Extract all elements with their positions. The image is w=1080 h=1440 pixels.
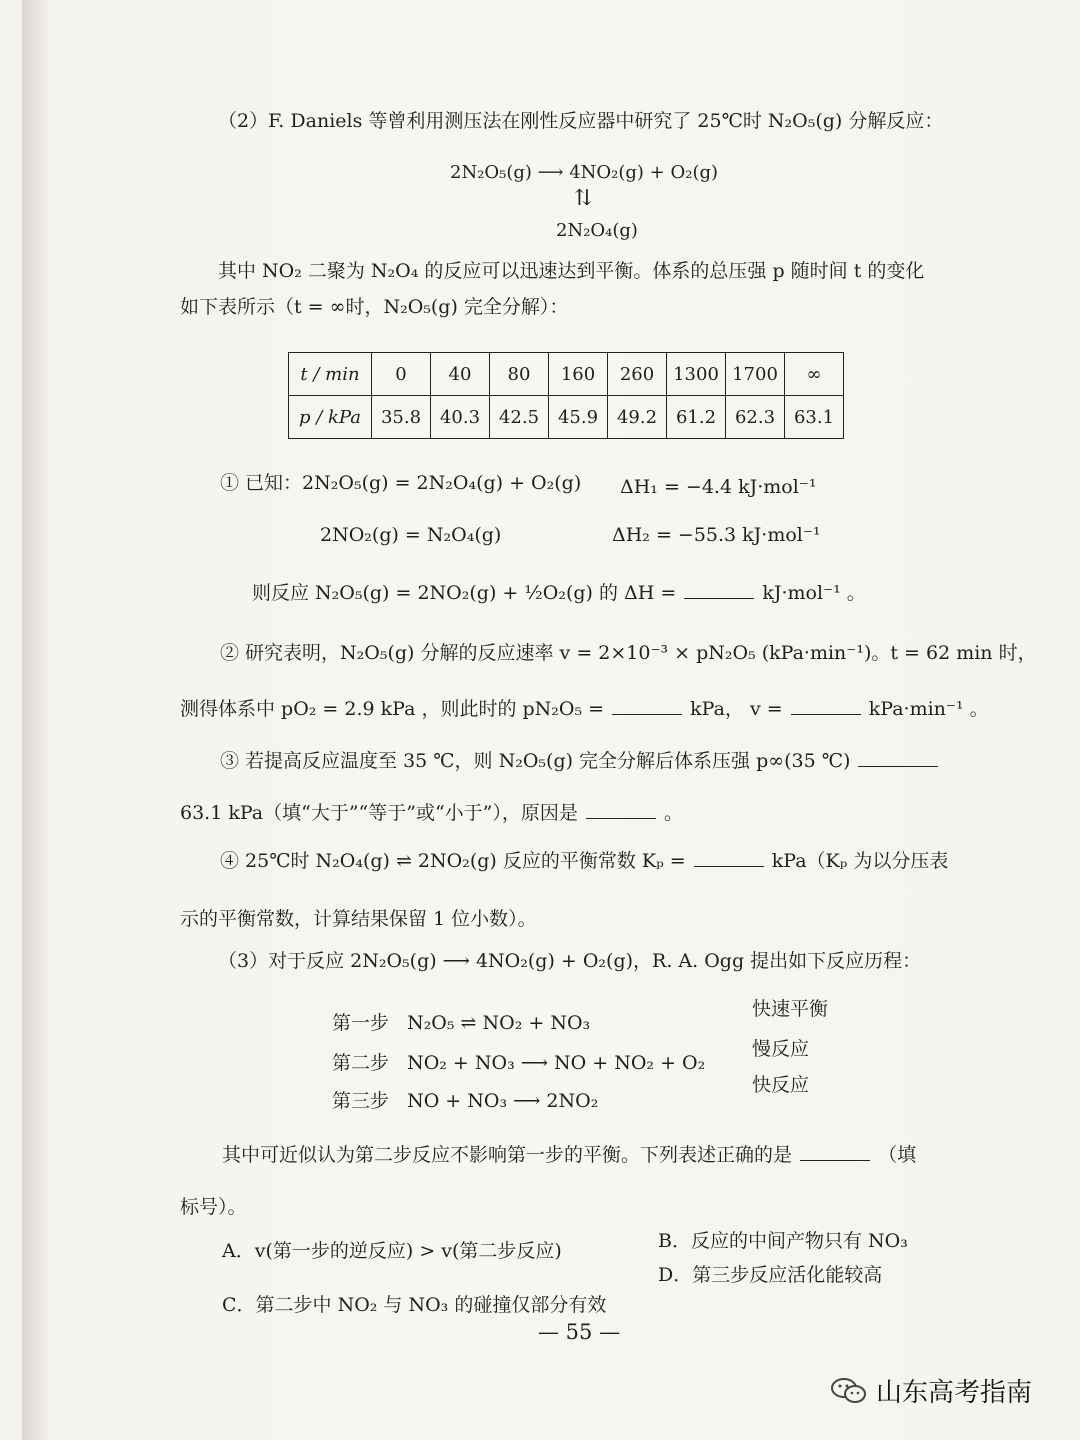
option-c: C．第二步中 NO₂ 与 NO₃ 的碰撞仅部分有效 bbox=[222, 1294, 607, 1316]
q1-answer-blank[interactable] bbox=[684, 580, 754, 599]
step-1-note: 快速平衡 bbox=[752, 998, 829, 1020]
q4-line1-unit: kPa（Kₚ 为以分压表 bbox=[771, 850, 949, 872]
step-1-label: 第一步 bbox=[332, 1012, 390, 1034]
step-3-equation: NO + NO₃ ⟶ 2NO₂ bbox=[407, 1090, 599, 1112]
para1-line2: 如下表所示（t = ∞时，N₂O₅(g) 完全分解）： bbox=[180, 296, 569, 318]
part3-question-end: （填 bbox=[878, 1144, 917, 1166]
step-2-note: 慢反应 bbox=[752, 1038, 810, 1060]
q1-line3-text: 则反应 N₂O₅(g) = 2NO₂(g) + ½O₂(g) 的 ΔH = bbox=[252, 582, 677, 604]
step-3-label: 第三步 bbox=[332, 1090, 390, 1112]
step-2 bbox=[332, 1048, 705, 1075]
table-cell: 61.2 bbox=[667, 396, 726, 439]
table-cell: 0 bbox=[372, 353, 431, 396]
watermark-text: 山东高考指南 bbox=[876, 1378, 1033, 1408]
q4-kp-blank[interactable] bbox=[694, 848, 764, 867]
q3-compare-blank[interactable] bbox=[858, 748, 938, 767]
q2-rate-blank[interactable] bbox=[791, 696, 861, 715]
table-cell: 63.1 bbox=[785, 396, 844, 439]
table-cell: 80 bbox=[490, 353, 549, 396]
step-3-note: 快反应 bbox=[752, 1074, 810, 1096]
table-cell: 45.9 bbox=[549, 396, 608, 439]
row-label-pressure: p / kPa bbox=[289, 396, 372, 439]
wechat-icon bbox=[830, 1377, 868, 1405]
q1-dh2: ΔH₂ = −55.3 kJ·mol⁻¹ bbox=[612, 524, 821, 546]
table-cell: 1300 bbox=[667, 353, 726, 396]
step-2-label: 第二步 bbox=[332, 1052, 390, 1074]
row-label-time: t / min bbox=[289, 353, 372, 396]
q3-line1-text: ③ 若提高反应温度至 35 ℃，则 N₂O₅(g) 完全分解后体系压强 p∞(35 ℃) bbox=[220, 750, 851, 772]
table-cell: 40.3 bbox=[431, 396, 490, 439]
q1-line3 bbox=[252, 580, 866, 606]
watermark bbox=[830, 1372, 1032, 1409]
q4-line1 bbox=[220, 848, 948, 874]
para1-line1: 其中 NO₂ 二聚为 N₂O₄ 的反应可以迅速达到平衡。体系的总压强 p 随时间 t 的变化 bbox=[218, 260, 925, 282]
part3-intro: （3）对于反应 2N₂O₅(g) ⟶ 4NO₂(g) + O₂(g)，R. A. Ogg 提出如下反应历程： bbox=[218, 950, 922, 972]
q1-dh1: ΔH₁ = −4.4 kJ·mol⁻¹ bbox=[620, 476, 817, 498]
step-2-equation: NO₂ + NO₃ ⟶ NO + NO₂ + O₂ bbox=[407, 1052, 706, 1074]
table-cell: 42.5 bbox=[490, 396, 549, 439]
q1-line2: 2NO₂(g) = N₂O₄(g) bbox=[320, 524, 502, 546]
equation-main: 2N₂O₅(g) ⟶ 4NO₂(g) + O₂(g) bbox=[450, 162, 719, 183]
step-1-equation: N₂O₅ ⇌ NO₂ + NO₃ bbox=[407, 1012, 591, 1034]
q3-line2 bbox=[180, 800, 683, 826]
equation-sub: 2N₂O₄(g) bbox=[556, 220, 638, 241]
table-cell: 49.2 bbox=[608, 396, 667, 439]
book-spine-shadow bbox=[22, 0, 50, 1440]
table-row-time bbox=[289, 353, 844, 396]
step-1 bbox=[332, 1008, 590, 1035]
option-d: D．第三步反应活化能较高 bbox=[658, 1264, 883, 1286]
q2-line1: ② 研究表明，N₂O₅(g) 分解的反应速率 v = 2×10⁻³ × pN₂O₅ (kPa·min⁻¹)。t = 62 min 时， bbox=[220, 642, 1037, 664]
table-cell: ∞ bbox=[785, 353, 844, 396]
part3-question-line2: 标号）。 bbox=[180, 1196, 247, 1218]
q2-line2-mid: kPa， v = bbox=[690, 698, 783, 720]
option-b: B．反应的中间产物只有 NO₃ bbox=[658, 1230, 908, 1252]
part3-question-text: 其中可近似认为第二步反应不影响第一步的平衡。下列表述正确的是 bbox=[222, 1144, 793, 1166]
table-cell: 40 bbox=[431, 353, 490, 396]
q4-line2: 示的平衡常数，计算结果保留 1 位小数）。 bbox=[180, 908, 537, 930]
q2-line2 bbox=[180, 696, 989, 722]
table-cell: 260 bbox=[608, 353, 667, 396]
q3-reason-blank[interactable] bbox=[586, 800, 656, 819]
q2-line2-text: 测得体系中 pO₂ = 2.9 kPa ，则此时的 pN₂O₅ = bbox=[180, 698, 605, 720]
q1-line1: ① 已知：2N₂O₅(g) = 2N₂O₄(g) + O₂(g) bbox=[220, 472, 582, 494]
q2-line2-unit: kPa·min⁻¹ 。 bbox=[868, 698, 989, 720]
part3-question bbox=[222, 1142, 916, 1168]
step-3 bbox=[332, 1086, 598, 1113]
q2-pressure-blank[interactable] bbox=[612, 696, 682, 715]
table-row-pressure bbox=[289, 396, 844, 439]
table-cell: 160 bbox=[549, 353, 608, 396]
q3-line2-text: 63.1 kPa（填“大于”“等于”或“小于”），原因是 bbox=[180, 802, 578, 824]
part3-answer-blank[interactable] bbox=[800, 1142, 870, 1161]
q4-line1-text: ④ 25℃时 N₂O₄(g) ⇌ 2NO₂(g) 反应的平衡常数 Kₚ = bbox=[220, 850, 686, 872]
table-cell: 1700 bbox=[726, 353, 785, 396]
q3-line1 bbox=[220, 748, 940, 774]
intro-text: （2）F. Daniels 等曾利用测压法在刚性反应器中研究了 25℃时 N₂O₅(g) 分解反应： bbox=[218, 110, 944, 132]
table-cell: 62.3 bbox=[726, 396, 785, 439]
table-cell: 35.8 bbox=[372, 396, 431, 439]
equilibrium-arrow-icon: ⇅ bbox=[574, 186, 593, 211]
q3-line2-end: 。 bbox=[664, 802, 684, 824]
option-a: A．v(第一步的逆反应) > v(第二步反应) bbox=[222, 1240, 562, 1262]
pressure-time-table bbox=[288, 352, 844, 439]
q1-line3-unit: kJ·mol⁻¹ 。 bbox=[762, 582, 866, 604]
page-number: — 55 — bbox=[538, 1320, 621, 1344]
